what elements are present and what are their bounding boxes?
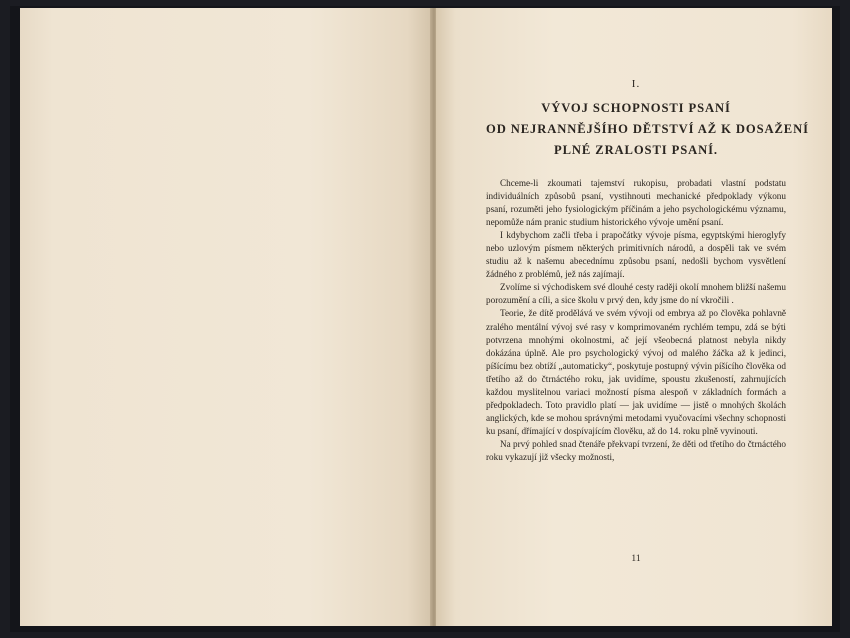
chapter-number: I.	[631, 78, 641, 90]
open-book	[10, 6, 840, 632]
chapter-title	[486, 98, 809, 161]
chapter-title-line: VÝVOJ SCHOPNOSTI PSANÍ	[541, 101, 731, 115]
paragraph: Teorie, že dítě prodělává ve svém vývoji od embrya až po člověka pohlavně zralého mentální vývoj své rasy v komprimovaném rychlém tempu, zdá se býti potvrzena mnohými okolnostmi, ač její všeobecná platnost nebyla nikdy dokázána úplně. Ale pro psychologický vývoj od malého žáčka až k jedinci, píšícímu bez obtíží „automaticky“, poskytuje postupný vývin píšícího člověka od třetího až do čtrnáctého roku, jak uvidíme, spoustu zkušeností, zahrnujících každou myslitelnou variaci možností písma alespoň v základních formách a předpokladech. Toto pravidlo platí — jak uvidíme — jistě o mnohých školách anglických, kde se mohou správnými metodami vyučovacími všechny schopnosti ku psaní, dřímající v dospívajícím člověku, až do 14. roku plně vyvinouti.	[486, 308, 786, 436]
paragraph: Zvolíme si východiskem své dlouhé cesty raději okolí mnohem bližší našemu porozumění a cíli, a sice školu v prvý den, kdy jsme do ní vkročili .	[486, 282, 786, 306]
body-text	[486, 177, 786, 464]
left-page-blank	[20, 8, 432, 626]
page-content	[486, 78, 809, 564]
right-page	[436, 8, 832, 626]
page-number: 11	[631, 554, 641, 564]
paragraph: Na prvý pohled snad čtenáře překvapí tvrzení, že děti od třetího do čtrnáctého roku vykazují již všecky možnosti,	[486, 438, 786, 462]
paragraph: I kdybychom začli třeba i prapočátky vývoje písma, egyptskými hieroglyfy nebo uzlovým písmem některých primitivních národů, a dospěli tak ve svém studiu až k našemu abecednímu způsobu psaní, nedošli bychom vysvětlení žádného z problémů, jež nás zajímají.	[486, 230, 786, 280]
chapter-title-line: OD NEJRANNĚJŠÍHO DĚTSTVÍ AŽ K DOSAŽENÍ	[486, 122, 809, 136]
paragraph: Chceme-li zkoumati tajemství rukopisu, probadati vlastní podstatu individuálních způsobů psaní, vystihnouti mechanické předpoklady výkonu psaní, rozuměti jeho fysiologickým příčinám a jeho psychologickému významu, nepomůže nám pranic studium historického vývoje umění psaní.	[486, 178, 786, 228]
chapter-title-line: PLNÉ ZRALOSTI PSANÍ.	[554, 143, 718, 157]
